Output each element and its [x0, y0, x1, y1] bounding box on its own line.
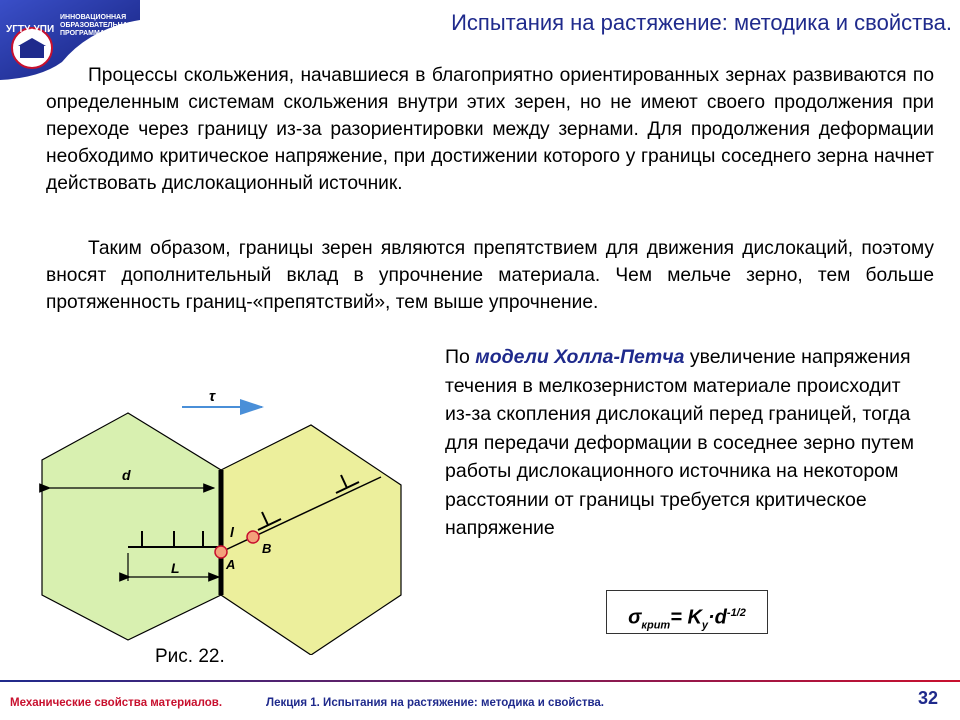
label-tau: τ: [209, 388, 216, 405]
footer-lecture-title: Лекция 1. Испытания на растяжение: методика и свойства.: [266, 697, 604, 709]
formula-k-sub: y: [701, 619, 709, 632]
paragraph-grain-boundaries: Таким образом, границы зерен являются препятствием для движения дислокаций, поэтому вносят дополнительный вклад в упрочнение материала. Чем мельче зерно, тем больше протяженность границ-«препятствий», тем выше упрочнение.: [46, 238, 934, 313]
hall-petch-model-link: модели Холла-Петча: [475, 346, 685, 368]
label-B: B: [262, 541, 272, 556]
label-A: A: [226, 557, 236, 572]
grain-boundary-diagram: [36, 385, 416, 655]
hall-petch-formula: [606, 590, 768, 634]
label-l: l: [230, 524, 234, 540]
formula-sigma: σ: [628, 606, 642, 629]
hall-petch-text: [445, 343, 915, 543]
point-B: [247, 531, 259, 543]
label-d: d: [122, 467, 131, 483]
logo-line-3: ПРОГРАММА: [60, 30, 105, 37]
page-number: 32: [918, 688, 939, 708]
footer-divider: [0, 680, 960, 682]
formula-mid: ·d: [708, 606, 727, 629]
hall-petch-prefix: По: [445, 346, 476, 368]
formula-eq: = K: [670, 606, 702, 629]
logo-line-1: ИННОВАЦИОННАЯ: [60, 14, 127, 21]
left-grain: [42, 413, 221, 640]
footer-course-title: Механические свойства материалов.: [10, 697, 223, 709]
logo-abbr: УГТУ-УПИ: [6, 24, 55, 35]
formula-exp: -1/2: [726, 607, 746, 619]
slide-title: Испытания на растяжение: методика и свойства.: [451, 10, 952, 35]
paragraph-slip-processes: Процессы скольжения, начавшиеся в благоприятно ориентированных зернах развиваются по определенным системам скольжения внутри этих зерен, но не имеют своего продолжения при переходе через границу из-за разориентировки между зернами. Для продолжения деформации необходимо критическое напряжение, при достижении которого у границы соседнего зерна начнет действовать дислокационный источник.: [46, 65, 934, 194]
logo-line-2: ОБРАЗОВАТЕЛЬНАЯ: [60, 22, 133, 29]
figure-caption: Рис. 22.: [155, 646, 225, 667]
formula-sigma-sub: крит: [641, 619, 671, 632]
label-L: L: [171, 560, 180, 576]
hall-petch-rest: увеличение напряжения течения в мелкозернистом материале происходит из-за скопления дислокаций перед границей, тогда для передачи деформации в соседнее зерно путем работы дислокационного источника на некотором расстоянии от границы требуется критическое напряжение: [445, 346, 914, 539]
